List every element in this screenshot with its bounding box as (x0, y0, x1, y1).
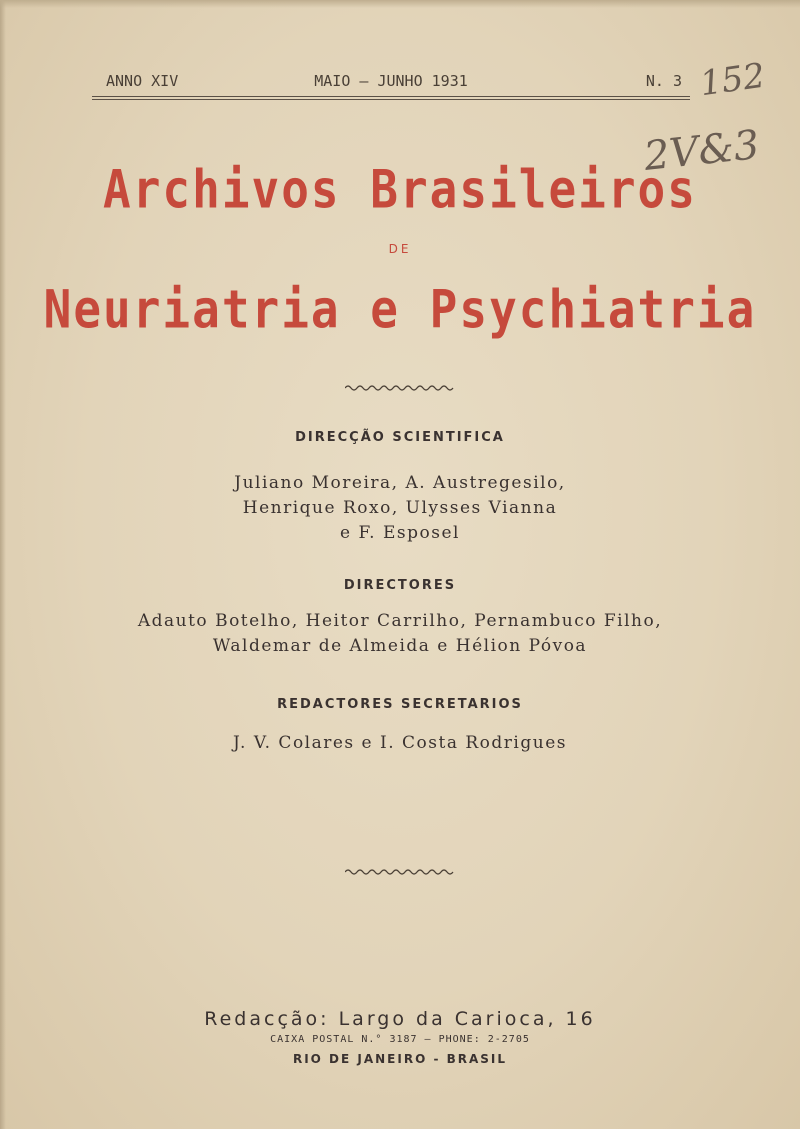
wavy-ornament (0, 862, 800, 881)
directors-heading: DIRECTORES (343, 578, 457, 593)
journal-title-connector: DE (388, 242, 412, 256)
editorial-address: Redacção: Largo da Carioca, 16 (204, 1008, 596, 1030)
directors-line: Adauto Botelho, Heitor Carrilho, Pernambuco Filho, (137, 611, 663, 631)
city-country: RIO DE JANEIRO - BRASIL (292, 1052, 508, 1066)
secretaries-heading: REDACTORES SECRETARIOS (277, 697, 523, 712)
scientific-direction-line: Henrique Roxo, Ulysses Vianna (242, 498, 558, 518)
issue-header (92, 72, 690, 94)
directors-line: Waldemar de Almeida e Hélion Póvoa (212, 636, 588, 656)
scientific-direction-heading: DIRECÇÃO SCIENTIFICA (295, 430, 505, 445)
scientific-direction-line: e F. Esposel (340, 523, 460, 543)
handwritten-mark: 2V&3 (641, 122, 762, 180)
header-rule-top (92, 96, 690, 97)
issue-year: ANNO XIV (106, 72, 179, 90)
issue-number: N. 3 (645, 72, 682, 90)
page-top-shadow (0, 0, 800, 8)
scientific-direction-line: Juliano Moreira, A. Austregesilo, (234, 473, 566, 493)
journal-title-line-2: Neuriatria e Psychiatria (43, 277, 757, 341)
postal-phone: CAIXA POSTAL N.° 3187 — PHONE: 2-2705 (270, 1034, 530, 1045)
handwritten-mark: 152 (697, 55, 768, 105)
journal-title-line-1: Archivos Brasileiros (103, 157, 697, 221)
header-rule-bottom (92, 99, 690, 100)
issue-date: MAIO — JUNHO 1931 (314, 72, 468, 90)
secretaries-line: J. V. Colares e I. Costa Rodrigues (233, 733, 567, 753)
wavy-ornament (0, 378, 800, 397)
